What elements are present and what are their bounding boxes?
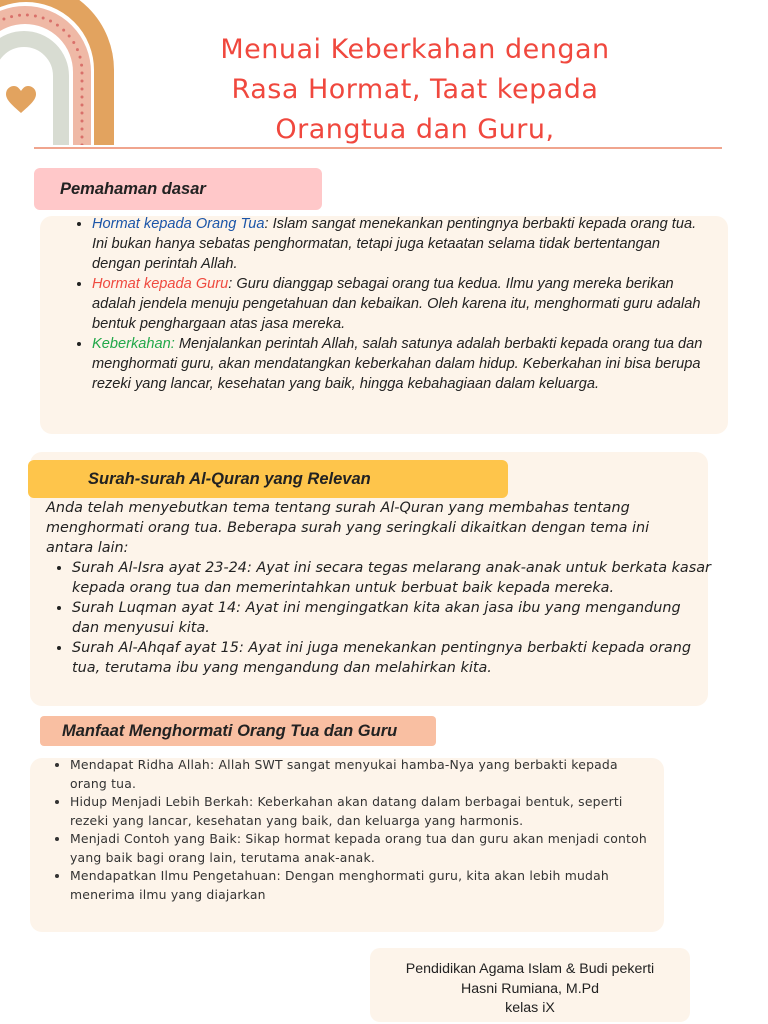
title-divider xyxy=(34,147,722,149)
section-surah-label: Surah-surah Al-Quran yang Relevan xyxy=(28,460,508,498)
list-item: • Surah Al-Ahqaf ayat 15: Ayat ini juga menekankan pentingnya berbakti kepada orang tua, terutama ibu yang mengandung dan melahirkan kita. xyxy=(72,638,712,678)
section-manfaat-label: Manfaat Menghormati Orang Tua dan Guru xyxy=(40,716,436,746)
author-footer xyxy=(370,948,690,1022)
term-hormat-orang-tua: Hormat kepada Orang Tua xyxy=(92,216,265,232)
list-item-text: : Islam sangat menekankan pentingnya berbakti kepada orang tua. Ini bukan hanya sebatas penghormatan, tetapi juga ketaatan selama tidak bertentangan dengan perintah Allah. xyxy=(92,216,697,272)
pemahaman-list xyxy=(72,214,712,394)
list-item xyxy=(92,274,712,334)
list-item-text: : Guru dianggap sebagai orang tua kedua. Ilmu yang mereka berikan adalah jendela menuju pengetahuan dan kebaikan. Oleh karena itu, menghormati guru adalah bentuk penghargaan atas jasa mereka. xyxy=(92,276,701,332)
term-hormat-guru: Hormat kepada Guru xyxy=(92,276,229,292)
list-item: • Mendapat Ridha Allah: Allah SWT sangat menyukai hamba-Nya yang berbakti kepada orang tua. xyxy=(70,756,650,793)
manfaat-list xyxy=(52,756,650,904)
heart-icon xyxy=(6,86,36,113)
page-title xyxy=(150,30,680,150)
surah-intro-text: Anda telah menyebutkan tema tentang surah Al-Quran yang membahas tentang menghormati orang tua. Beberapa surah yang seringkali dikaitkan dengan tema ini antara lain: xyxy=(46,500,650,556)
list-item: • Mendapatkan Ilmu Pengetahuan: Dengan menghormati guru, kita akan lebih mudah menerima ilmu yang diajarkan xyxy=(70,867,650,904)
title-line-2: Rasa Hormat, Taat kepada xyxy=(231,74,599,105)
list-item: • Surah Luqman ayat 14: Ayat ini mengingatkan kita akan jasa ibu yang mengandung dan menyusui kita. xyxy=(72,598,712,638)
list-item-text: Menjalankan perintah Allah, salah satunya adalah berbakti kepada orang tua dan menghormati guru, akan mendatangkan keberkahan dalam hidup. Keberkahan ini bisa berupa rezeki yang lancar, kesehatan yang baik, hingga kebahagiaan dalam keluarga. xyxy=(92,336,703,392)
list-item xyxy=(92,214,712,274)
footer-author: Hasni Rumiana, M.Pd xyxy=(461,980,599,997)
section-pemahaman-label: Pemahaman dasar xyxy=(34,168,322,210)
footer-subject: Pendidikan Agama Islam & Budi pekerti xyxy=(405,961,655,977)
title-line-3: Orangtua dan Guru, xyxy=(275,114,555,145)
rainbow-heart-decoration xyxy=(0,0,130,145)
list-item: • Hidup Menjadi Lebih Berkah: Keberkahan akan datang dalam berbagai bentuk, seperti rezeki yang lancar, kesehatan yang baik, dan keluarga yang harmonis. xyxy=(70,793,650,830)
list-item: • Menjadi Contoh yang Baik: Sikap hormat kepada orang tua dan guru akan menjadi contoh yang baik bagi orang lain, terutama anak-anak. xyxy=(70,830,650,867)
list-item xyxy=(92,334,712,394)
footer-class: kelas iX xyxy=(505,1000,555,1016)
list-item: • Surah Al-Isra ayat 23-24: Ayat ini secara tegas melarang anak-anak untuk berkata kasar kepada orang tua dan memerintahkan untuk berbuat baik kepada mereka. xyxy=(72,558,712,598)
surah-list xyxy=(52,558,712,678)
title-line-1: Menuai Keberkahan dengan xyxy=(220,34,610,65)
term-keberkahan: Keberkahan: xyxy=(92,336,175,352)
